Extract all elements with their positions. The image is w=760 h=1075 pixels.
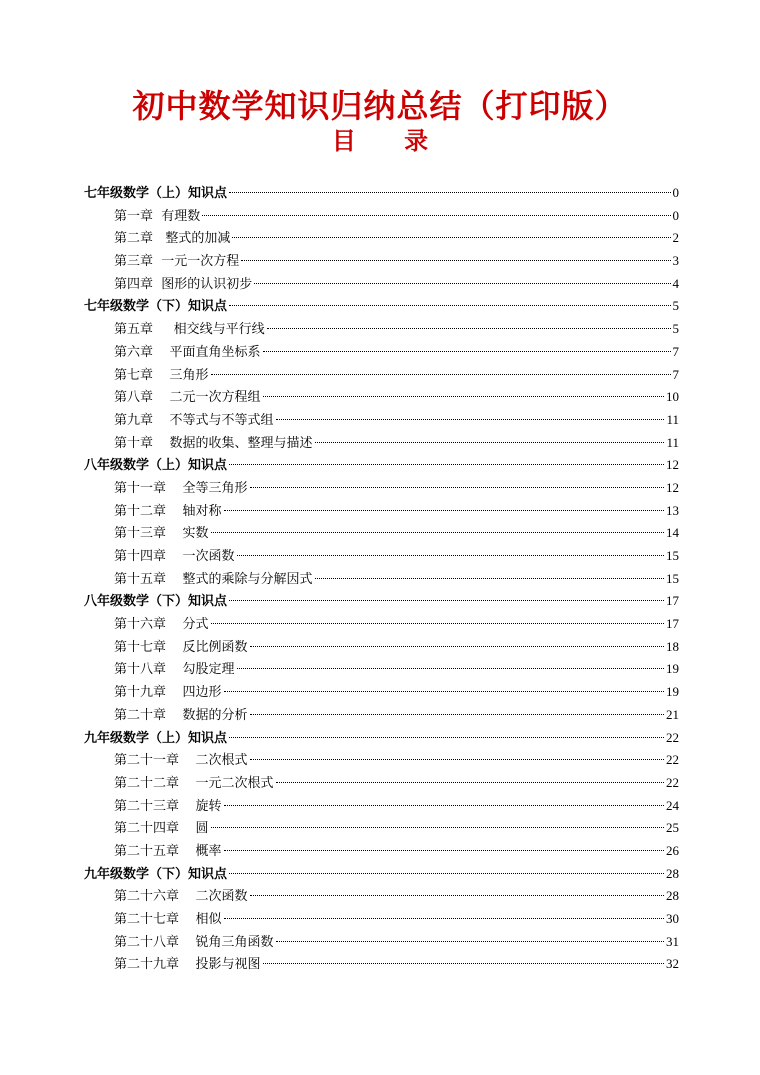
toc-entry-page-number: 0 bbox=[672, 185, 679, 200]
dot-leader bbox=[250, 487, 664, 488]
toc-entry-page-number: 25 bbox=[666, 820, 679, 836]
toc-chapter-entry[interactable] bbox=[84, 885, 679, 908]
toc-chapter-entry[interactable] bbox=[84, 500, 679, 523]
toc-entry-title: 七年级数学（下）知识点 bbox=[84, 299, 228, 315]
toc-entry-title: 第十五章 整式的乘除与分解因式 bbox=[114, 571, 313, 587]
toc-entry-page-number: 12 bbox=[666, 479, 679, 495]
toc-entry-title: 第二十一章 二次根式 bbox=[114, 753, 248, 769]
dot-leader bbox=[250, 759, 664, 760]
toc-entry-title: 第五章 相交线与平行线 bbox=[114, 322, 265, 338]
dot-leader bbox=[229, 873, 664, 874]
toc-entry-title: 九年级数学（上）知识点 bbox=[84, 730, 228, 746]
toc-entry-title: 第八章 二元一次方程组 bbox=[114, 390, 261, 406]
dot-leader bbox=[202, 215, 670, 216]
toc-entry-title: 九年级数学（下）知识点 bbox=[84, 866, 228, 882]
toc-chapter-entry[interactable] bbox=[84, 227, 679, 250]
toc-chapter-entry[interactable] bbox=[84, 795, 679, 818]
toc-chapter-entry[interactable] bbox=[84, 613, 679, 636]
toc-entry-page-number: 7 bbox=[672, 366, 679, 382]
toc-entry-page-number: 3 bbox=[672, 253, 679, 269]
toc-entry-page-number: 11 bbox=[666, 434, 679, 450]
toc-entry-title: 第二十五章 概率 bbox=[114, 843, 222, 859]
toc-entry-page-number: 19 bbox=[666, 684, 679, 700]
toc-entry-title: 第二十三章 旋转 bbox=[114, 798, 222, 814]
dot-leader bbox=[211, 532, 664, 533]
toc-entry-title: 第十九章 四边形 bbox=[114, 685, 222, 701]
toc-entry-page-number: 12 bbox=[666, 457, 679, 473]
toc-entry-title: 第十六章 分式 bbox=[114, 617, 209, 633]
toc-entry-page-number: 13 bbox=[666, 502, 679, 518]
toc-section-entry[interactable] bbox=[84, 727, 679, 750]
toc-chapter-entry[interactable] bbox=[84, 341, 679, 364]
toc-entry-page-number: 21 bbox=[666, 706, 679, 722]
toc-entry-page-number: 22 bbox=[666, 752, 679, 768]
toc-chapter-entry[interactable] bbox=[84, 772, 679, 795]
toc-chapter-entry[interactable] bbox=[84, 953, 679, 976]
toc-entry-title: 第十四章 一次函数 bbox=[114, 549, 235, 564]
toc-entry-page-number: 18 bbox=[666, 638, 679, 654]
toc-entry-page-number: 15 bbox=[666, 548, 679, 563]
toc-chapter-entry[interactable] bbox=[84, 908, 679, 931]
dot-leader bbox=[263, 351, 671, 352]
toc-section-entry[interactable] bbox=[84, 454, 679, 477]
toc-entry-title: 第十二章 轴对称 bbox=[114, 503, 222, 519]
toc-entry-page-number: 5 bbox=[672, 321, 679, 337]
dot-leader bbox=[229, 600, 664, 601]
toc-chapter-entry[interactable] bbox=[84, 432, 679, 455]
toc-entry-page-number: 17 bbox=[666, 616, 679, 632]
toc-entry-title: 八年级数学（下）知识点 bbox=[84, 594, 228, 610]
toc-section-entry[interactable] bbox=[84, 863, 679, 886]
toc-entry-page-number: 2 bbox=[672, 230, 679, 246]
toc-entry-title: 八年级数学（上）知识点 bbox=[84, 458, 228, 474]
toc-entry-page-number: 31 bbox=[666, 933, 679, 949]
toc-chapter-entry[interactable] bbox=[84, 250, 679, 273]
dot-leader bbox=[224, 510, 664, 511]
toc-chapter-entry[interactable] bbox=[84, 704, 679, 727]
toc-chapter-entry[interactable] bbox=[84, 636, 679, 659]
toc-chapter-entry[interactable] bbox=[84, 273, 679, 296]
toc-entry-page-number: 11 bbox=[666, 411, 679, 427]
dot-leader bbox=[267, 328, 671, 329]
dot-leader bbox=[250, 895, 664, 896]
dot-leader bbox=[250, 646, 664, 647]
toc-entry-page-number: 5 bbox=[672, 298, 679, 314]
toc-entry-title: 第二章 整式的加减 bbox=[114, 231, 231, 247]
toc-chapter-entry[interactable] bbox=[84, 658, 679, 681]
toc-entry-page-number: 28 bbox=[666, 888, 679, 904]
toc-entry-title: 第十一章 全等三角形 bbox=[114, 480, 248, 496]
dot-leader bbox=[315, 442, 665, 443]
toc-entry-page-number: 22 bbox=[666, 729, 679, 745]
dot-leader bbox=[263, 396, 664, 397]
toc-chapter-entry[interactable] bbox=[84, 477, 679, 500]
toc-chapter-entry[interactable] bbox=[84, 817, 679, 840]
dot-leader bbox=[224, 850, 664, 851]
toc-entry-title: 第二十四章 圆 bbox=[114, 821, 209, 837]
dot-leader bbox=[211, 827, 664, 828]
toc-chapter-entry[interactable] bbox=[84, 386, 679, 409]
toc-entry-title: 第二十九章 投影与视图 bbox=[114, 957, 261, 973]
toc-chapter-entry[interactable] bbox=[84, 568, 679, 591]
toc-entry-title: 第七章 三角形 bbox=[114, 367, 209, 383]
toc-entry-page-number: 24 bbox=[666, 797, 679, 813]
toc-entry-title: 第二十七章 相似 bbox=[114, 912, 222, 927]
table-of-contents bbox=[84, 182, 679, 976]
toc-entry-title: 第十三章 实数 bbox=[114, 526, 209, 542]
dot-leader bbox=[229, 192, 670, 193]
toc-chapter-entry[interactable] bbox=[84, 318, 679, 341]
toc-section-entry[interactable] bbox=[84, 182, 679, 205]
toc-chapter-entry[interactable] bbox=[84, 749, 679, 772]
toc-entry-title: 第十八章 勾股定理 bbox=[114, 662, 235, 678]
toc-entry-page-number: 22 bbox=[666, 774, 679, 790]
toc-entry-page-number: 19 bbox=[666, 661, 679, 677]
toc-chapter-entry[interactable] bbox=[84, 840, 679, 863]
toc-entry-page-number: 32 bbox=[666, 956, 679, 972]
toc-chapter-entry[interactable] bbox=[84, 409, 679, 432]
toc-entry-title: 第二十八章 锐角三角函数 bbox=[114, 934, 274, 950]
dot-leader bbox=[224, 691, 664, 692]
document-title: 初中数学知识归纳总结（打印版） bbox=[132, 87, 628, 125]
dot-leader bbox=[224, 918, 664, 919]
dot-leader bbox=[254, 283, 670, 284]
toc-entry-page-number: 17 bbox=[666, 593, 679, 609]
dot-leader bbox=[276, 941, 664, 942]
dot-leader bbox=[224, 805, 664, 806]
toc-chapter-entry[interactable] bbox=[84, 681, 679, 704]
toc-entry-page-number: 26 bbox=[666, 842, 679, 858]
toc-entry-title: 第二十六章 二次函数 bbox=[114, 889, 248, 905]
toc-entry-title: 第二十章 数据的分析 bbox=[114, 707, 248, 723]
dot-leader bbox=[276, 419, 665, 420]
toc-entry-page-number: 30 bbox=[666, 911, 679, 926]
dot-leader bbox=[229, 464, 664, 465]
dot-leader bbox=[229, 305, 670, 306]
toc-entry-title: 第九章 不等式与不等式组 bbox=[114, 412, 274, 428]
toc-entry-title: 第一章 有理数 bbox=[114, 208, 201, 224]
dot-leader bbox=[237, 555, 664, 556]
toc-chapter-entry[interactable] bbox=[84, 522, 679, 545]
toc-entry-title: 第六章 平面直角坐标系 bbox=[114, 344, 261, 360]
dot-leader bbox=[232, 237, 670, 238]
dot-leader bbox=[237, 668, 664, 669]
toc-chapter-entry[interactable] bbox=[84, 931, 679, 954]
toc-entry-page-number: 4 bbox=[672, 275, 679, 291]
dot-leader bbox=[241, 260, 670, 261]
toc-entry-page-number: 14 bbox=[666, 525, 679, 541]
toc-entry-title: 第十七章 反比例函数 bbox=[114, 639, 248, 655]
dot-leader bbox=[263, 963, 664, 964]
toc-chapter-entry[interactable] bbox=[84, 545, 679, 568]
toc-heading: 目 录 bbox=[331, 126, 429, 155]
toc-entry-page-number: 0 bbox=[672, 207, 679, 223]
dot-leader bbox=[276, 782, 664, 783]
dot-leader bbox=[229, 737, 664, 738]
dot-leader bbox=[315, 578, 664, 579]
toc-section-entry[interactable] bbox=[84, 295, 679, 318]
toc-entry-page-number: 10 bbox=[666, 389, 679, 405]
toc-entry-page-number: 15 bbox=[666, 570, 679, 586]
toc-entry-page-number: 7 bbox=[672, 343, 679, 359]
toc-entry-page-number: 28 bbox=[666, 865, 679, 881]
toc-entry-title: 七年级数学（上）知识点 bbox=[84, 186, 228, 201]
toc-entry-title: 第四章 图形的认识初步 bbox=[114, 276, 253, 292]
dot-leader bbox=[211, 623, 664, 624]
toc-chapter-entry[interactable] bbox=[84, 205, 679, 228]
dot-leader bbox=[250, 714, 664, 715]
toc-entry-title: 第三章 一元一次方程 bbox=[114, 254, 240, 270]
toc-section-entry[interactable] bbox=[84, 590, 679, 613]
toc-entry-title: 第十章 数据的收集、整理与描述 bbox=[114, 435, 313, 451]
toc-entry-title: 第二十二章 一元二次根式 bbox=[114, 775, 274, 791]
dot-leader bbox=[211, 374, 671, 375]
toc-chapter-entry[interactable] bbox=[84, 364, 679, 387]
